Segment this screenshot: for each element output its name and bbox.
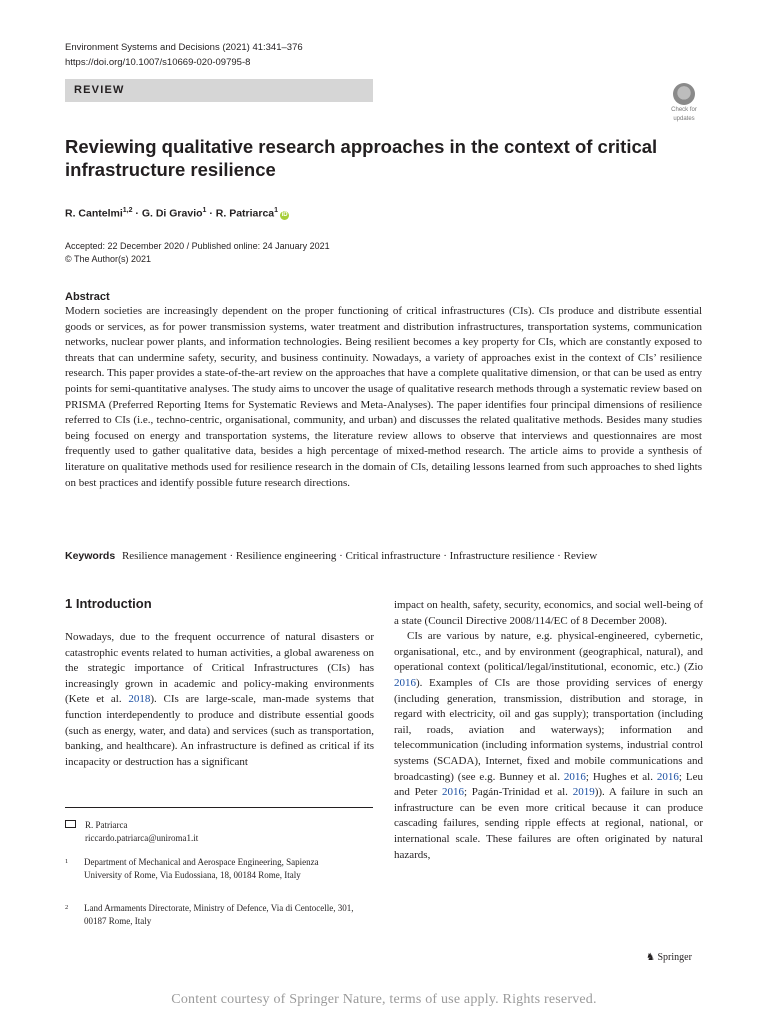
corresponding-name: R. Patriarca [85, 820, 128, 830]
author-2-name[interactable]: G. Di Gravio [141, 207, 203, 220]
publisher-name: Springer [657, 952, 692, 963]
check-for-updates-badge[interactable] [664, 83, 704, 123]
citation-link[interactable]: 2016 [441, 786, 464, 799]
keywords-line [65, 549, 597, 564]
author-3-affiliation: 1 [274, 207, 279, 214]
intro-paragraph-1: Nowadays, due to the frequent occurrence of natural disasters or catastrophic events related to human activities, a global awareness on the strategic importance of Critical Infrastructures (CIs) has increasingly grown in academic and policy-making environments (Kete et al. 2018). CIs are large-scale, man-made systems that function interdependently to produce and distribute essential goods (such as energy, water, and data) and services (such as transportation, banking, and healthcare). An infrastructure is defined as critical if its incapacity or destruction has a significant [65, 631, 375, 768]
author-1-affiliation: 1,2 [122, 207, 133, 214]
footnote-divider [65, 807, 373, 808]
envelope-icon [65, 820, 76, 828]
author-list [65, 204, 289, 221]
article-type-band [65, 79, 373, 102]
citation-link[interactable]: 2016 [394, 676, 416, 689]
intro-paragraph-2: CIs are various by nature, e.g. physical-engineered, cybernetic, organisational, etc., and by environment (geographical, natural), and operational context (political/legal/institutional, economic, etc.) (Zio 2016). Examples of CIs are those providing services of energy (including generation, transmission, distribution and storage, in regard with electricity, oil and gas supply); transportation (including rail, roads, aviation and waterways); information and telecommunication (including information systems, industrial control systems (SCADA), Internet, fixed and mobile communications and broadcasting) (see e.g. Bunney et al. 2016; Hughes et al. 2016; Leu and Peter 2016; Pagán-Trinidad et al. 2019)). A failure in such an infrastructure can be even more critical because it can produce cascading failures, sending ripple effects at regional, national, or international scale. These failures are often originated by natural hazards, [394, 630, 704, 861]
orcid-icon[interactable]: iD [281, 211, 288, 218]
author-separator: · [132, 207, 142, 220]
keywords-text: Resilience management · Resilience engineering · Critical infrastructure · Infrastructure resilience · Review [121, 550, 598, 562]
affiliation-1-text: Department of Mechanical and Aerospace Engineering, Sapienza University of Rome, Via Eudossiana, 18, 00184 Rome, Italy [84, 857, 319, 880]
citation-link[interactable]: 2018 [128, 693, 151, 706]
affiliation-2-number: 2 [65, 904, 69, 911]
affiliation-2-text: Land Armaments Directorate, Ministry of Defence, Via di Centocelle, 301, 00187 Rome, Italy [84, 903, 354, 926]
accepted-published-line: Accepted: 22 December 2020 / Published online: 24 January 2021 [65, 241, 330, 251]
doi-link[interactable]: https://doi.org/10.1007/s10669-020-09795-8 [65, 57, 251, 68]
affiliation-1-number: 1 [65, 858, 69, 865]
springer-horse-icon: ♞ [646, 952, 655, 963]
check-updates-icon [673, 83, 695, 105]
abstract-heading: Abstract [65, 291, 110, 303]
author-2-affiliation: 1 [202, 207, 207, 214]
left-column-text [65, 630, 374, 770]
author-1-name[interactable]: R. Cantelmi [65, 207, 123, 220]
corresponding-email[interactable]: riccardo.patriarca@uniroma1.it [85, 832, 199, 843]
publisher-logo [646, 952, 692, 963]
author-separator: · [206, 207, 216, 220]
right-column-text [394, 598, 703, 863]
journal-citation: Environment Systems and Decisions (2021) 41:341–376 [65, 42, 303, 53]
citation-link[interactable]: 2016 [563, 770, 586, 783]
check-updates-label-2: updates [673, 116, 695, 122]
article-type-label: REVIEW [74, 84, 125, 96]
check-updates-label-1: Check for [671, 107, 697, 113]
journal-header [65, 40, 303, 70]
citation-link[interactable]: 2016 [656, 770, 679, 783]
copyright-line: © The Author(s) 2021 [65, 253, 152, 264]
author-3-name[interactable]: R. Patriarca [215, 207, 275, 220]
section-heading-introduction: 1 Introduction [65, 596, 152, 611]
abstract-text: Modern societies are increasingly dependent on the proper functioning of critical infrastructures (CIs). CIs produce and distribute essential goods or services, as for power transmission systems, water treatment and distribution infrastructures, transportation systems, communication networks, nuclear power plants, and information technologies. Being resilient becomes a key property for CIs, which are constantly exposed to threats that can undermine safety, security, and business continuity. Nowadays, a variety of approaches exist in the context of CIs’ resilience research. This paper provides a state-of-the-art review on the approaches that have a complete qualitative dimension, or that can be used as entry points for semi-quantitative analyses. The study aims to uncover the usage of qualitative research methods through a systematic review based on PRISMA (Preferred Reporting Items for Systematic Reviews and Meta-Analyses). The paper identifies four principal dimensions of resilience referred to CIs (i.e., techno-centric, organisational, community, and urban) and discusses the related qualitative methods. Besides many studies being focused on energy and transportation systems, the literature review allows to observe that interviews and questionnaires are most frequently used to gather qualitative data, besides a high percentage of mixed-method research. The article aims to provide a synthesis of literature on qualitative methods used for resilience research in the domain of CIs, detailing lessons learned from such approaches to shed lights on best practices and identify possible future research directions. [65, 305, 702, 489]
publication-dates [65, 240, 330, 265]
article-title: Reviewing qualitative research approaches in the context of critical infrastructure resilience [65, 136, 658, 180]
intro-paragraph-continued: impact on health, safety, security, economics, and social well-being of a state (Council Directive 2008/114/EC of 8 December 2008). [394, 599, 703, 627]
keywords-heading: Keywords [65, 550, 116, 562]
citation-link[interactable]: 2019 [572, 786, 595, 799]
courtesy-notice: Content courtesy of Springer Nature, terms of use apply. Rights reserved. [171, 992, 597, 1007]
